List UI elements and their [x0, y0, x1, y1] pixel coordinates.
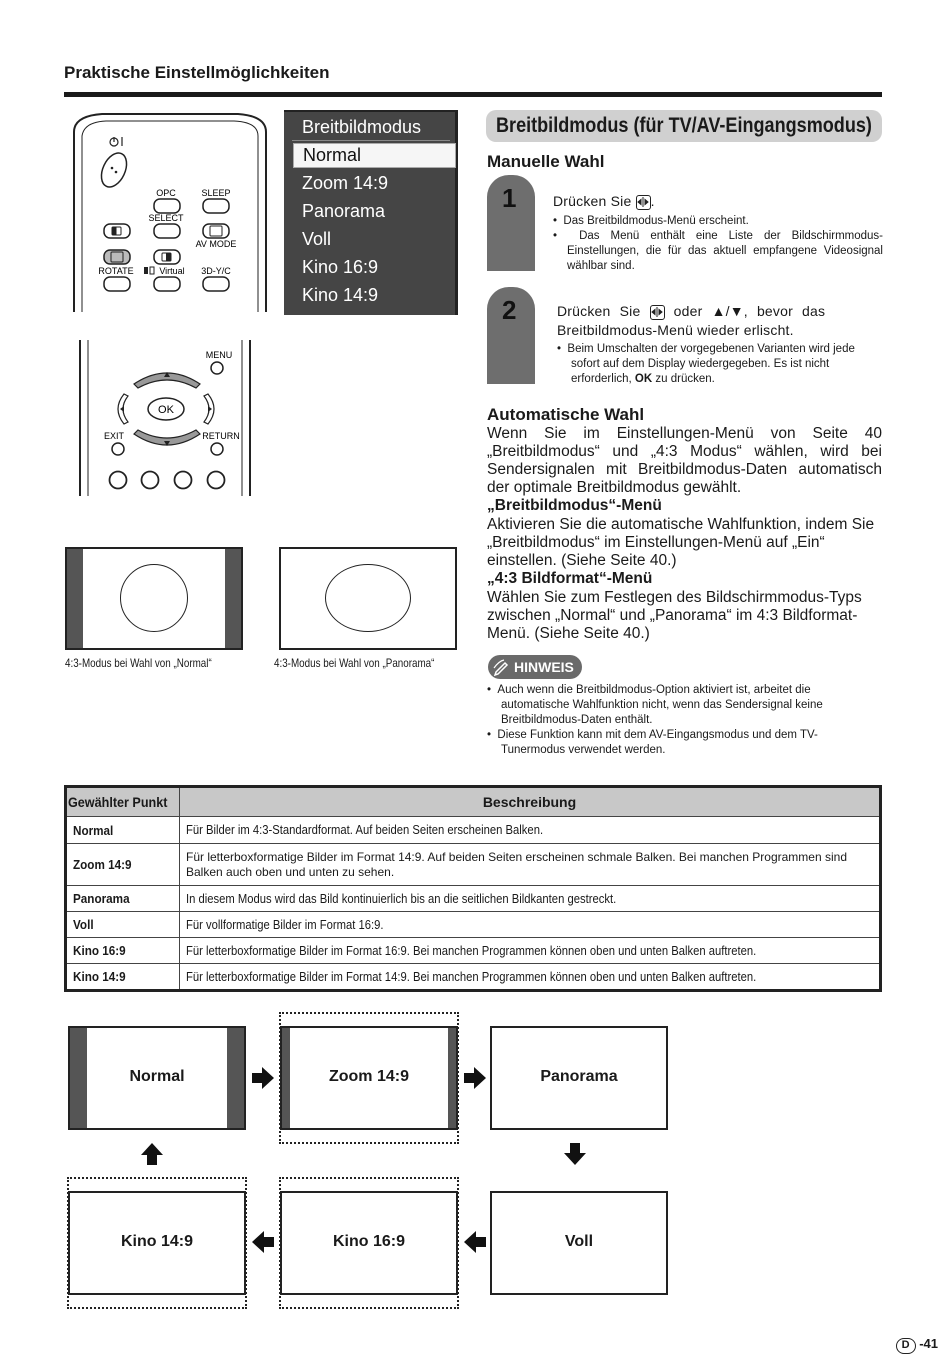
circle-shape: [120, 564, 188, 632]
step-2-bullet: • Beim Umschalten der vorgegebenen Varianten wird jede sofort auf dem Display wiedergegeben. Es ist nicht erforderlich, OK zu drücken.: [557, 343, 855, 385]
rotate-label: ROTATE: [98, 266, 134, 276]
side-bar-right: [225, 549, 241, 648]
breitbildmodus-osd-menu: [284, 110, 458, 315]
automatic-selection-heading: Automatische Wahl: [487, 405, 645, 424]
table-row: [66, 964, 881, 991]
bildformat-menu-heading: „4:3 Bildformat“-Menü: [487, 570, 653, 587]
table-cell-item: Panorama: [66, 886, 180, 912]
osd-item-panorama[interactable]: Panorama: [302, 201, 386, 221]
step-1-bullet: • Das Menü enthält eine Liste der Bildschirmmodus-Einstellungen, die für das aktuell empfangene Videosignal wählbar sind.: [553, 230, 883, 272]
flow-box-zoom: [280, 1026, 458, 1130]
page-number: [896, 1336, 938, 1354]
caption-normal: 4:3-Modus bei Wahl von „Normal“: [65, 656, 212, 670]
flow-label-panorama: Panorama: [540, 1068, 618, 1085]
table-cell-description: Für letterboxformatige Bilder im Format 14:9. Auf beiden Seiten erscheinen schmale Balken. Bei manchen Programmen sind Balken auch oben und unten zu sehen.: [180, 844, 881, 886]
osd-divider: [292, 140, 450, 141]
mode-description-table: [64, 785, 882, 992]
breitbildmodus-menu-text: Aktivieren Sie die automatische Wahlfunktion, indem Sie „Breitbildmodus“ im Einstellungen-Menü auf „Ein“ einstellen. (Siehe Seite 40.): [487, 516, 875, 569]
av-mode-label: AV MODE: [195, 239, 237, 249]
flow-box-voll: [490, 1191, 668, 1295]
wide-mode-button-icon: [650, 305, 665, 320]
table-cell-description: Für vollformatige Bilder im Format 16:9.: [180, 912, 881, 938]
step-1-bullet: • Das Breitbildmodus-Menü erscheint.: [553, 215, 749, 227]
note-bullets: [487, 683, 882, 758]
table-cell-description: Für letterboxformatige Bilder im Format 16:9. Bei manchen Programmen können oben und unten Balken auftreten.: [180, 938, 881, 964]
flow-label-zoom: Zoom 14:9: [328, 1068, 409, 1085]
table-row: [66, 817, 881, 844]
flow-box-kino-14-9: [68, 1191, 246, 1295]
note-item: • Diese Funktion kann mit dem AV-Eingangsmodus und dem TV-Tunermodus verwendet werden.: [487, 729, 818, 756]
note-label: HINWEIS: [514, 659, 574, 675]
table-row: [66, 844, 881, 886]
table-cell-item: Voll: [66, 912, 180, 938]
ellipse-shape: [325, 564, 411, 632]
flow-label-normal: Normal: [129, 1068, 185, 1085]
manual-selection-heading: Manuelle Wahl: [487, 152, 605, 171]
flow-box-normal: [68, 1026, 246, 1130]
table-row: [66, 912, 881, 938]
osd-item-zoom-14-9[interactable]: Zoom 14:9: [302, 173, 389, 193]
flow-label-kino-16-9: Kino 16:9: [332, 1233, 405, 1250]
arrow-right-icon: [462, 1066, 488, 1090]
caption-panorama: 4:3-Modus bei Wahl von „Panorama“: [274, 656, 435, 670]
page-header-title: Praktische Einstellmöglichkeiten: [64, 63, 330, 82]
step-1-text: Drücken Sie .: [553, 193, 655, 209]
flow-box-panorama: [490, 1026, 668, 1130]
section-title: Breitbildmodus (für TV/AV-Eingangsmodus): [496, 114, 872, 137]
exit-label: EXIT: [103, 431, 125, 441]
flow-label-kino-14-9: Kino 14:9: [120, 1233, 193, 1250]
ok-label: OK: [158, 404, 174, 416]
3d-yc-label: 3D-Y/C: [201, 266, 231, 276]
table-cell-description: In diesem Modus wird das Bild kontinuierlich bis an die seitlichen Bildkanten gestreckt.: [180, 886, 881, 912]
table-cell-item: Zoom 14:9: [66, 844, 180, 886]
osd-menu-title: Breitbildmodus: [302, 117, 422, 137]
side-bar-left: [67, 549, 83, 648]
arrow-down-icon: [563, 1142, 587, 1166]
arrow-left-icon: [462, 1230, 488, 1254]
region-badge: D: [896, 1338, 916, 1354]
step-1-instruction: Drücken Sie: [553, 193, 632, 209]
osd-item-voll[interactable]: Voll: [302, 229, 332, 249]
step-2-text-line-1: Drücken Sie oder ▲/▼, bevor das: [557, 303, 826, 319]
table-cell-item: Normal: [66, 817, 180, 844]
opc-label: OPC: [156, 188, 176, 198]
return-label: RETURN: [202, 431, 240, 441]
arrow-up-icon: [140, 1142, 164, 1166]
wide-mode-button-icon: [636, 195, 651, 210]
table-row: [66, 938, 881, 964]
table-cell-item: Kino 16:9: [66, 938, 180, 964]
step-1-number: 1: [502, 183, 517, 213]
table-header-row: [66, 787, 881, 817]
flow-box-kino-16-9: [280, 1191, 458, 1295]
power-icon: [110, 137, 122, 146]
step-2-number: 2: [502, 295, 517, 325]
sleep-label: SLEEP: [201, 188, 231, 198]
table-cell-description: Für letterboxformatige Bilder im Format 14:9. Bei manchen Programmen können oben und unten Balken auftreten.: [180, 964, 881, 991]
note-badge: [488, 655, 582, 679]
note-item: • Auch wenn die Breitbildmodus-Option aktiviert ist, arbeitet die automatische Wahlfunktion nicht, wenn das Sendersignal keine Breitbildmodus-Daten enthält.: [487, 684, 823, 726]
note-pencil-icon: [493, 658, 511, 676]
table-cell-description: Für Bilder im 4:3-Standardformat. Auf beiden Seiten erscheinen Balken.: [180, 817, 881, 844]
arrow-left-icon: [250, 1230, 276, 1254]
table-row: [66, 886, 881, 912]
page-number-value: -41: [919, 1336, 938, 1351]
header-rule: [64, 92, 882, 97]
remote-control-bottom-illustration: [78, 340, 254, 498]
breitbildmodus-menu-heading: „Breitbildmodus“-Menü: [487, 497, 662, 514]
bildformat-menu-text: Wählen Sie zum Festlegen des Bildschirmmodus-Typs zwischen „Normal“ und „Panorama“ im 4:3 Bildformat-Menü. (Siehe Seite 40.): [487, 589, 862, 642]
osd-item-kino-16-9[interactable]: Kino 16:9: [302, 257, 379, 277]
panorama-mode-illustration: [279, 547, 457, 650]
table-header-description: Beschreibung: [180, 787, 881, 817]
select-label: SELECT: [148, 213, 184, 223]
automatic-selection-text: Wenn Sie im Einstellungen-Menü von Seite 40 „Breitbildmodus“ und „4:3 Modus“ wählen, wird bei Sendersignalen mit Breitbildmodus-Daten automatisch der optimale Breitbildmodus gewählt.: [487, 425, 882, 496]
remote-control-top-illustration: [72, 112, 268, 312]
normal-mode-illustration: [65, 547, 243, 650]
flow-label-voll: Voll: [564, 1233, 594, 1250]
osd-item-normal[interactable]: Normal: [293, 143, 456, 168]
step-1-bullets: [553, 214, 883, 274]
menu-label: MENU: [205, 350, 233, 360]
table-header-item: Gewählter Punkt: [66, 787, 180, 817]
osd-item-kino-14-9[interactable]: Kino 14:9: [302, 285, 379, 305]
arrow-right-icon: [250, 1066, 276, 1090]
step-2-text-line-2: Breitbildmodus-Menü wieder erlischt.: [557, 322, 794, 338]
virtual-label: Virtual: [159, 266, 185, 276]
table-cell-item: Kino 14:9: [66, 964, 180, 991]
